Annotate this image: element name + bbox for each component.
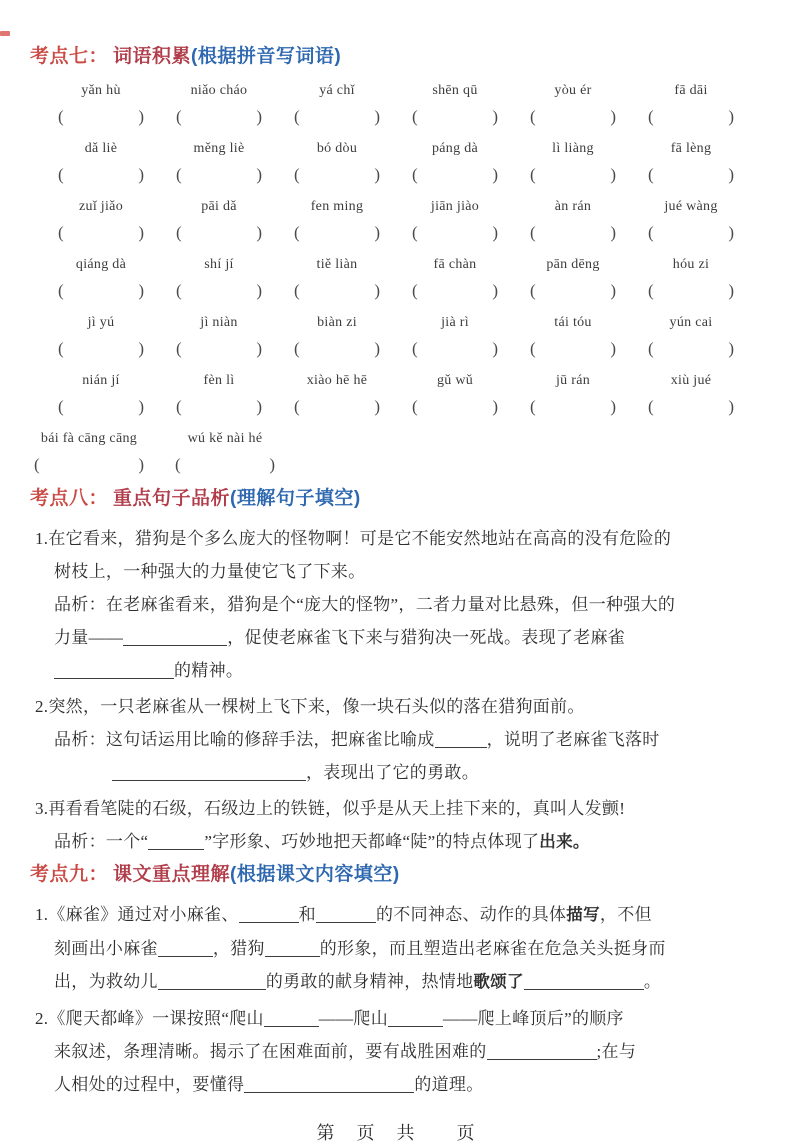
open-paren: ( — [412, 223, 418, 242]
open-paren: ( — [530, 281, 536, 300]
pinyin-item — [634, 138, 748, 187]
pinyin-row — [44, 80, 793, 129]
pinyin-text: bái fà cāng cāng — [40, 431, 138, 446]
question-line — [35, 690, 757, 723]
answer-brackets — [176, 278, 262, 303]
pinyin-item — [280, 196, 394, 245]
section-7-label: 考点七： — [30, 46, 109, 67]
close-paren: ) — [610, 165, 616, 184]
pinyin-item — [280, 138, 394, 187]
answer-brackets — [58, 220, 144, 245]
text-run: 的不同神态、动作的具体 — [375, 905, 567, 924]
answer-brackets — [530, 104, 616, 129]
question-line — [54, 621, 757, 654]
close-paren: ) — [610, 107, 616, 126]
section-9-label: 考点九： — [30, 864, 109, 885]
fill-blank — [265, 942, 320, 957]
pinyin-row — [44, 196, 793, 245]
pinyin-item — [33, 428, 145, 477]
section-7-subtitle: (根据拼音写词语) — [191, 46, 342, 67]
close-paren: ) — [492, 281, 498, 300]
text-run: ——爬山 — [318, 1009, 388, 1028]
pinyin-item — [516, 254, 630, 303]
close-paren: ) — [728, 339, 734, 358]
pinyin-text: àn rán — [554, 199, 592, 214]
open-paren: ( — [648, 223, 654, 242]
pinyin-text: yǎn hù — [81, 83, 121, 98]
answer-brackets — [648, 394, 734, 419]
pinyin-text: pān dēng — [546, 257, 600, 272]
answer-brackets — [176, 162, 262, 187]
answer-brackets — [530, 394, 616, 419]
answer-brackets — [648, 336, 734, 361]
pinyin-text: pāi dǎ — [201, 199, 237, 214]
fill-blank — [244, 1078, 414, 1093]
answer-brackets — [412, 104, 498, 129]
pinyin-row — [33, 428, 793, 477]
answer-brackets — [530, 220, 616, 245]
open-paren: ( — [58, 223, 64, 242]
question-line — [35, 522, 757, 555]
pinyin-text: gǔ wǔ — [436, 373, 474, 388]
pinyin-item — [516, 196, 630, 245]
answer-brackets — [294, 336, 380, 361]
pinyin-text: fen ming — [310, 199, 364, 214]
text-run: ，促使老麻雀飞下来与猎狗决一死战。表现了老麻雀 — [227, 628, 626, 647]
answer-brackets — [648, 278, 734, 303]
pinyin-text: fā dāi — [674, 83, 708, 98]
section-8-heading — [30, 486, 793, 512]
question-line — [35, 898, 757, 932]
pinyin-item — [516, 138, 630, 187]
question-line — [54, 825, 757, 859]
answer-brackets — [412, 394, 498, 419]
pinyin-text: tiě liàn — [316, 257, 358, 272]
text-run: ”字形象、巧妙地把天都峰“陡”的特点体现了 — [204, 832, 540, 851]
text-run: 1.《麻雀》通过对小麻雀、 — [35, 905, 239, 924]
answer-brackets — [34, 452, 144, 477]
question-line — [54, 1068, 757, 1101]
close-paren: ) — [374, 165, 380, 184]
section-8-subtitle: (理解句子填空) — [230, 488, 361, 509]
pinyin-row — [44, 138, 793, 187]
open-paren: ( — [294, 397, 300, 416]
pinyin-item — [280, 312, 394, 361]
pinyin-item — [516, 80, 630, 129]
close-paren: ) — [374, 339, 380, 358]
pinyin-item — [280, 80, 394, 129]
fill-blank — [158, 975, 266, 990]
pinyin-item — [44, 138, 158, 187]
pinyin-text: měng liè — [193, 141, 245, 156]
section-9-questions — [0, 898, 793, 1101]
section-7-title: 词语积累 — [113, 46, 192, 67]
pinyin-text: shí jí — [204, 257, 234, 272]
answer-brackets — [648, 162, 734, 187]
open-paren: ( — [294, 339, 300, 358]
fill-blank — [158, 942, 213, 957]
answer-brackets — [412, 336, 498, 361]
section-kaodian-8 — [0, 486, 793, 859]
text-run: ，说明了老麻雀飞落时 — [486, 730, 660, 749]
answer-brackets — [58, 278, 144, 303]
open-paren: ( — [648, 339, 654, 358]
text-run: 品析：这句话运用比喻的修辞手法，把麻雀比喻成 — [54, 730, 435, 749]
text-run: ——爬上峰顶后”的顺序 — [443, 1009, 624, 1028]
pinyin-row — [44, 370, 793, 419]
pinyin-text: fā lèng — [670, 141, 712, 156]
text-run: 1.在它看来，猎狗是个多么庞大的怪物啊！可是它不能安然地站在高高的没有危险的 — [35, 529, 672, 548]
open-paren: ( — [530, 397, 536, 416]
close-paren: ) — [728, 165, 734, 184]
section-8-title: 重点句子品析 — [113, 488, 231, 509]
section-8-questions — [0, 522, 793, 859]
answer-brackets — [175, 452, 275, 477]
close-paren: ) — [728, 397, 734, 416]
open-paren: ( — [58, 397, 64, 416]
question — [0, 690, 793, 789]
open-paren: ( — [412, 281, 418, 300]
text-run: 的形象，而且塑造出老麻雀在危急关头挺身而 — [319, 939, 666, 958]
text-run: 和 — [298, 905, 316, 924]
pinyin-text: hóu zi — [672, 257, 710, 272]
open-paren: ( — [176, 281, 182, 300]
text-run: 树枝上，一种强大的力量使它飞了下来。 — [54, 562, 366, 581]
pinyin-item — [398, 80, 512, 129]
pinyin-text: qiáng dà — [75, 257, 127, 272]
pinyin-text: xiào hē hē — [306, 373, 368, 388]
answer-brackets — [530, 162, 616, 187]
open-paren: ( — [58, 165, 64, 184]
fill-blank — [388, 1012, 443, 1027]
open-paren: ( — [176, 339, 182, 358]
pinyin-item — [44, 312, 158, 361]
open-paren: ( — [34, 455, 40, 474]
pinyin-item — [162, 196, 276, 245]
open-paren: ( — [530, 107, 536, 126]
answer-brackets — [648, 220, 734, 245]
open-paren: ( — [530, 165, 536, 184]
open-paren: ( — [294, 165, 300, 184]
section-9-heading — [30, 862, 793, 888]
fill-blank — [264, 1012, 319, 1027]
answer-brackets — [294, 394, 380, 419]
pinyin-item — [634, 80, 748, 129]
close-paren: ) — [374, 107, 380, 126]
pinyin-item — [634, 196, 748, 245]
text-run: 品析：一个“ — [54, 832, 149, 851]
text-run: 3.再看看笔陡的石级，石级边上的铁链，似乎是从天上挂下来的，真叫人发颤! — [35, 799, 626, 818]
pinyin-text: lì liàng — [552, 141, 594, 156]
pinyin-row — [44, 254, 793, 303]
text-run: 2.突然，一只老麻雀从一棵树上飞下来，像一块石头似的落在猎狗面前。 — [35, 697, 585, 716]
text-run: ，表现出了它的勇敢。 — [306, 763, 479, 782]
text-run: 品析：在老麻雀看来，猎狗是个“庞大的怪物”，二者力量对比悬殊，但一种强大的 — [54, 595, 676, 614]
question-line — [54, 1035, 757, 1068]
text-run: 2.《爬天都峰》一课按照“爬山 — [35, 1009, 264, 1028]
pinyin-item — [634, 370, 748, 419]
pinyin-grid — [34, 80, 793, 477]
open-paren: ( — [648, 397, 654, 416]
pinyin-text: jì niàn — [200, 315, 238, 330]
open-paren: ( — [412, 339, 418, 358]
pinyin-text: yá chǐ — [319, 83, 355, 98]
pinyin-text: fèn lì — [203, 373, 235, 388]
open-paren: ( — [294, 223, 300, 242]
pinyin-text: niǎo cháo — [190, 83, 248, 98]
text-run: 出，为救幼儿 — [54, 972, 158, 991]
section-kaodian-9 — [0, 862, 793, 1101]
open-paren: ( — [58, 281, 64, 300]
pinyin-item — [162, 138, 276, 187]
close-paren: ) — [492, 107, 498, 126]
fill-blank — [54, 664, 174, 679]
pinyin-text: zuǐ jiǎo — [79, 199, 123, 214]
pinyin-item — [44, 370, 158, 419]
open-paren: ( — [176, 165, 182, 184]
open-paren: ( — [412, 107, 418, 126]
close-paren: ) — [256, 223, 262, 242]
pinyin-text: jià rì — [441, 315, 469, 330]
close-paren: ) — [374, 397, 380, 416]
answer-brackets — [58, 104, 144, 129]
text-run: ，不但 — [599, 905, 652, 924]
bold-text-run: 描写 — [566, 906, 600, 924]
close-paren: ) — [492, 397, 498, 416]
pinyin-item — [516, 370, 630, 419]
question-line — [54, 723, 757, 756]
answer-brackets — [294, 278, 380, 303]
close-paren: ) — [256, 281, 262, 300]
question-line — [54, 756, 757, 789]
question-line — [54, 588, 757, 621]
close-paren: ) — [610, 397, 616, 416]
section-9-title: 课文重点理解 — [113, 864, 231, 885]
close-paren: ) — [374, 281, 380, 300]
question — [0, 792, 793, 859]
pinyin-item — [634, 312, 748, 361]
bold-text-run: 歌颂了 — [473, 973, 524, 991]
answer-brackets — [176, 336, 262, 361]
pinyin-text: dǎ liè — [84, 141, 118, 156]
pinyin-text: yún cai — [669, 315, 713, 330]
pinyin-text: jū rán — [555, 373, 591, 388]
pinyin-text: páng dà — [431, 141, 479, 156]
close-paren: ) — [138, 339, 144, 358]
pinyin-text: jué wàng — [664, 199, 718, 214]
text-run: 的道理。 — [414, 1075, 484, 1094]
close-paren: ) — [138, 455, 144, 474]
open-paren: ( — [176, 107, 182, 126]
answer-brackets — [530, 336, 616, 361]
section-7-heading — [30, 44, 793, 70]
close-paren: ) — [492, 223, 498, 242]
pinyin-item — [44, 196, 158, 245]
pinyin-row — [44, 312, 793, 361]
answer-brackets — [294, 104, 380, 129]
question-line — [54, 555, 757, 588]
pinyin-text: shēn qū — [432, 83, 478, 98]
fill-blank — [487, 1045, 597, 1060]
corner-red-mark — [0, 31, 10, 36]
fill-blank — [524, 975, 644, 990]
question-line — [35, 792, 757, 825]
pinyin-item — [162, 80, 276, 129]
open-paren: ( — [176, 397, 182, 416]
pinyin-text: wú kě nài hé — [187, 431, 263, 446]
open-paren: ( — [648, 107, 654, 126]
pinyin-text: yòu ér — [554, 83, 592, 98]
text-run: ，猎狗 — [212, 939, 265, 958]
pinyin-text: xiù jué — [670, 373, 712, 388]
text-run: 力量—— — [54, 628, 124, 647]
open-paren: ( — [412, 397, 418, 416]
open-paren: ( — [58, 339, 64, 358]
question — [0, 1002, 793, 1101]
open-paren: ( — [648, 165, 654, 184]
section-kaodian-7 — [0, 44, 793, 477]
text-run: 的精神。 — [174, 661, 244, 680]
close-paren: ) — [728, 281, 734, 300]
spacer — [54, 777, 112, 778]
pinyin-text: bó dòu — [316, 141, 358, 156]
pinyin-item — [398, 312, 512, 361]
bold-text-run: 出来。 — [539, 833, 590, 851]
close-paren: ) — [374, 223, 380, 242]
open-paren: ( — [412, 165, 418, 184]
fill-blank — [112, 766, 306, 781]
open-paren: ( — [176, 223, 182, 242]
answer-brackets — [176, 220, 262, 245]
answer-brackets — [176, 394, 262, 419]
close-paren: ) — [256, 397, 262, 416]
pinyin-item — [162, 370, 276, 419]
pinyin-item — [162, 312, 276, 361]
pinyin-item — [634, 254, 748, 303]
close-paren: ) — [728, 223, 734, 242]
close-paren: ) — [728, 107, 734, 126]
pinyin-text: fā chàn — [433, 257, 477, 272]
close-paren: ) — [138, 107, 144, 126]
close-paren: ) — [256, 107, 262, 126]
pinyin-text: tái tóu — [554, 315, 592, 330]
close-paren: ) — [138, 165, 144, 184]
open-paren: ( — [175, 455, 181, 474]
open-paren: ( — [530, 339, 536, 358]
pinyin-item — [280, 370, 394, 419]
close-paren: ) — [269, 455, 275, 474]
section-9-subtitle: (根据课文内容填空) — [230, 864, 400, 885]
pinyin-item — [44, 80, 158, 129]
close-paren: ) — [138, 397, 144, 416]
pinyin-item — [175, 428, 275, 477]
pinyin-text: biàn zi — [317, 315, 357, 330]
question-line — [54, 654, 757, 687]
fill-blank — [316, 908, 376, 923]
fill-blank — [239, 908, 299, 923]
section-8-label: 考点八： — [30, 488, 109, 509]
close-paren: ) — [256, 339, 262, 358]
answer-brackets — [412, 162, 498, 187]
open-paren: ( — [58, 107, 64, 126]
open-paren: ( — [294, 107, 300, 126]
answer-brackets — [58, 336, 144, 361]
text-run: 的勇敢的献身精神，热情地 — [265, 972, 474, 991]
fill-blank — [148, 835, 204, 850]
pinyin-item — [516, 312, 630, 361]
fill-blank — [123, 631, 227, 646]
pinyin-item — [44, 254, 158, 303]
text-run: 刻画出小麻雀 — [54, 939, 158, 958]
question — [0, 522, 793, 687]
close-paren: ) — [610, 223, 616, 242]
pinyin-item — [398, 138, 512, 187]
question-line — [54, 965, 757, 999]
answer-brackets — [176, 104, 262, 129]
close-paren: ) — [610, 339, 616, 358]
answer-brackets — [412, 220, 498, 245]
question-line — [54, 932, 757, 965]
pinyin-text: jiān jiào — [430, 199, 480, 214]
close-paren: ) — [610, 281, 616, 300]
page-footer: 第 页 共 页 — [316, 1123, 477, 1143]
answer-brackets — [294, 220, 380, 245]
pinyin-text: nián jí — [82, 373, 120, 388]
answer-brackets — [648, 104, 734, 129]
answer-brackets — [58, 394, 144, 419]
open-paren: ( — [530, 223, 536, 242]
open-paren: ( — [648, 281, 654, 300]
pinyin-item — [398, 370, 512, 419]
answer-brackets — [412, 278, 498, 303]
fill-blank — [435, 733, 487, 748]
pinyin-item — [398, 254, 512, 303]
open-paren: ( — [294, 281, 300, 300]
text-run: 人相处的过程中，要懂得 — [54, 1075, 245, 1094]
pinyin-item — [162, 254, 276, 303]
pinyin-item — [280, 254, 394, 303]
text-run: 。 — [643, 972, 662, 991]
question — [0, 898, 793, 999]
answer-brackets — [530, 278, 616, 303]
text-run: ;在与 — [596, 1042, 637, 1061]
close-paren: ) — [138, 281, 144, 300]
close-paren: ) — [492, 165, 498, 184]
pinyin-text: jì yú — [87, 315, 115, 330]
close-paren: ) — [138, 223, 144, 242]
answer-brackets — [294, 162, 380, 187]
question-line — [35, 1002, 757, 1035]
close-paren: ) — [492, 339, 498, 358]
text-run: 来叙述，条理清晰。揭示了在困难面前，要有战胜困难的 — [54, 1042, 487, 1061]
close-paren: ) — [256, 165, 262, 184]
pinyin-item — [398, 196, 512, 245]
answer-brackets — [58, 162, 144, 187]
